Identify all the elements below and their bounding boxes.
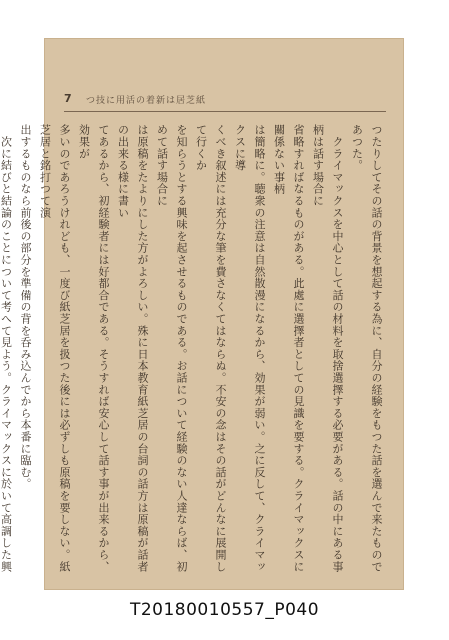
book-page — [0, 38, 404, 590]
header-divider — [64, 111, 386, 112]
body-text: つたりしてその話の背景を想起する為に、自分の経験をもつた話を選んで来たものであつた。 クライマックスを中心として話の材料を取捨選擇する必要がある。話の中にある事柄は話す場合に 省略すればなるものがある。此處に選擇者としての見識を要する。クライマックスに關係ない事柄 は簡略に。聴衆の注意は自然散漫になるから、効果が弱い。之に反して、クライマックスに導 くべき叙述には充分な筆を費さなくてはならぬ。不安の念はその話がどんなに展開して行くか を知らうとする興味を起させるものである。お話について経験のない人達ならば、初めて話す場合に は原稿をたよりにした方がよろしい。殊に日本教育紙芝居の台詞の話方は原稿が話者の出来る様に書い てあるから、初経験者には好都合である。そうすれば安心して話す事が出来るから、効果が 多いのであろうけれども、一度び紙芝居を扱つた後には必ずしも原稿を要しない。紙芝居と銘打つて演 出するものなら前後の部分を準備の背を呑み込んでから本番に臨む。 次に結びと結論のことについて考へて見よう。クライマックスに於いて高調した興 — [0, 124, 383, 573]
running-title: つ技に用活の着新は居芝紙 — [86, 96, 207, 106]
image-caption: T20180010557_P040 — [129, 600, 320, 620]
page-number: 7 — [64, 92, 72, 105]
page-header — [64, 92, 386, 112]
